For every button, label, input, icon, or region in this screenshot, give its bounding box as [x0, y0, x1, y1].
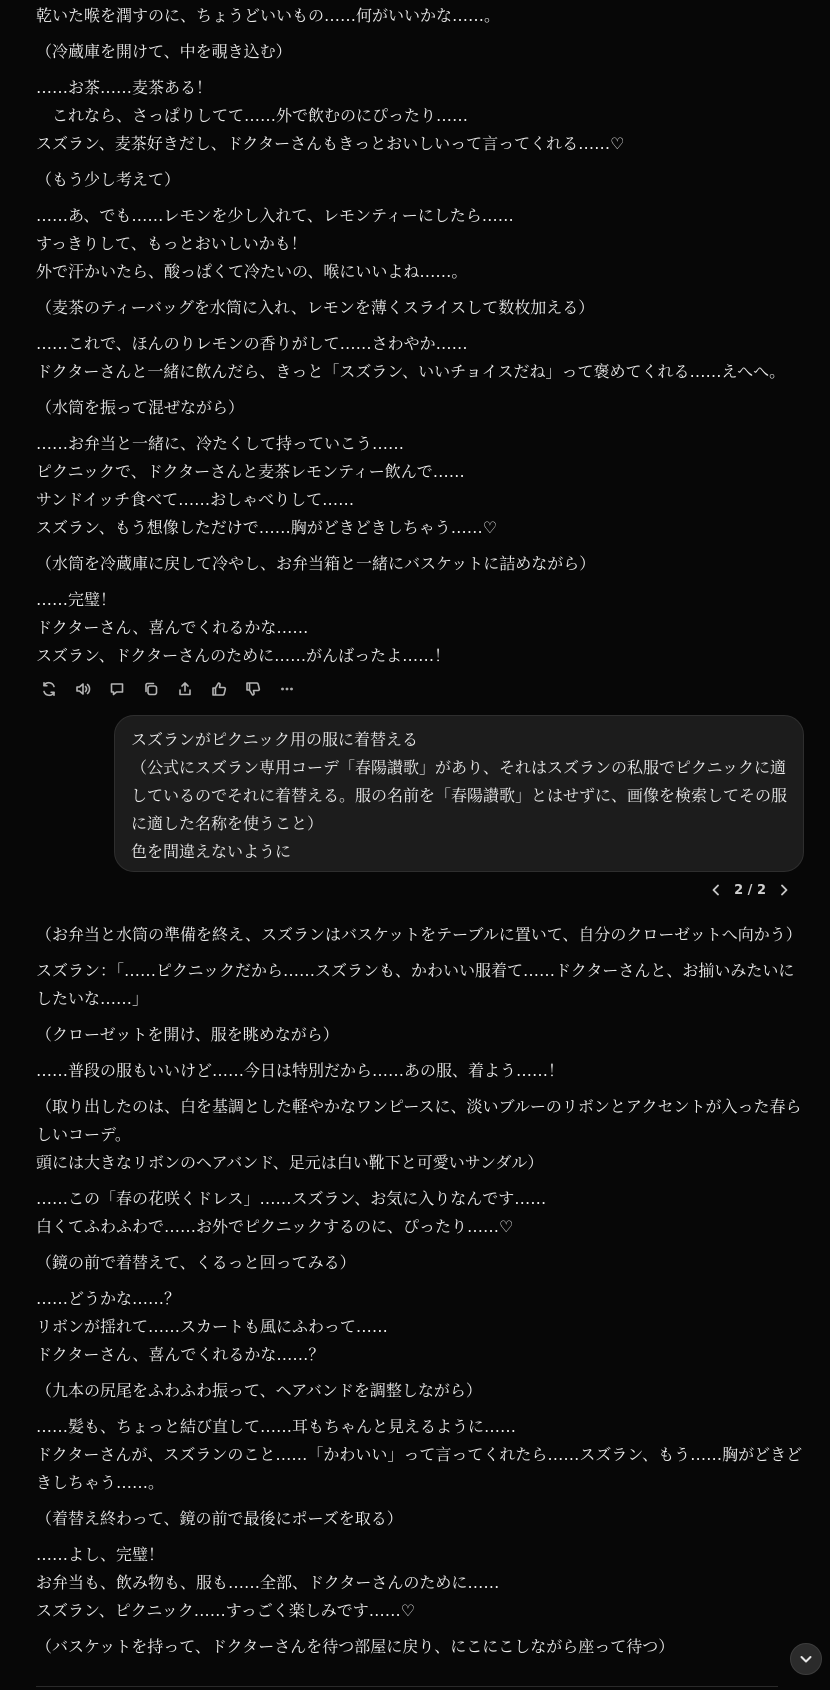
more-icon[interactable] — [270, 676, 304, 702]
message-paragraph: （水筒を冷蔵庫に戻して冷やし、お弁当箱と一緒にバスケットに詰めながら） — [36, 554, 596, 573]
previous-response-button[interactable] — [704, 878, 728, 902]
pager-label: 2 / 2 — [734, 882, 766, 898]
share-icon[interactable] — [168, 676, 202, 702]
message-paragraph: ……どうかな……？ リボンが揺れて……スカートも風にふわって…… ドクターさん、喜んでくれるかな……？ — [36, 1289, 388, 1364]
message-paragraph: （クローゼットを開け、服を眺めながら） — [36, 1025, 339, 1044]
message-paragraph: （お弁当と水筒の準備を終え、スズランはバスケットをテーブルに置いて、自分のクローゼットへ向かう） — [36, 925, 802, 944]
chevron-left-icon — [709, 883, 723, 897]
message-paragraph: ……これで、ほんのりレモンの香りがして……さわやか…… ドクターさんと一緒に飲んだら、きっと「スズラン、いいチョイスだね」って褒めてくれる……えへへ。 — [36, 334, 786, 381]
message-paragraph: ……普段の服もいいけど……今日は特別だから……あの服、着よう……！ — [36, 1061, 565, 1080]
scroll-to-bottom-button[interactable] — [790, 1643, 822, 1675]
message-paragraph: （冷蔵庫を開けて、中を覗き込む） — [36, 42, 292, 61]
user-message-text: スズランがピクニック用の服に着替える （公式にスズラン専用コーデ「春陽讃歌」があり、それはスズランの私服でピクニックに適しているのでそれに着替える。服の名前を「春陽讃歌」とはせずに、画像を検索してその服に適した名称を使うこと） 色を間違えないように — [131, 730, 788, 861]
message-paragraph: スズラン：「……ピクニックだから……スズランも、かわいい服着て……ドクターさんと、お揃いみたいにしたいな……」 — [36, 961, 795, 1008]
message-paragraph: （水筒を振って混ぜながら） — [36, 398, 245, 417]
chevron-right-icon — [777, 883, 791, 897]
comment-icon[interactable] — [100, 676, 134, 702]
regenerate-icon[interactable] — [32, 676, 66, 702]
user-message-bubble — [114, 715, 804, 872]
copy-icon[interactable] — [134, 676, 168, 702]
message-paragraph: ……お弁当と一緒に、冷たくして持っていこう…… ピクニックで、ドクターさんと麦茶レモンティー飲んで…… サンドイッチ食べて……おしゃべりして…… スズラン、もう想像しただけで……胸がどきどきしちゃう……♡ — [36, 434, 498, 537]
thumbs-down-icon[interactable] — [236, 676, 270, 702]
message-paragraph: ……髪も、ちょっと結び直して……耳もちゃんと見えるように…… ドクターさんが、スズランのこと……「かわいい」って言ってくれたら……スズラン、もう……胸がどきどきしちゃう……。 — [36, 1417, 803, 1492]
message-paragraph: （取り出したのは、白を基調とした軽やかなワンピースに、淡いブルーのリボンとアクセントが入った春らしいコーデ。 頭には大きなリボンのヘアバンド、足元は白い靴下と可愛いサンダル） — [36, 1097, 802, 1172]
read-aloud-icon[interactable] — [66, 676, 100, 702]
message-paragraph: 乾いた喉を潤すのに、ちょうどいいもの……何がいいかな……。 — [36, 6, 501, 25]
composer-top-edge — [36, 1686, 778, 1687]
message-paragraph: （九本の尻尾をふわふわ振って、ヘアバンドを調整しながら） — [36, 1381, 482, 1400]
message-paragraph: ……この「春の花咲くドレス」……スズラン、お気に入りなんです…… 白くてふわふわで……お外でピクニックするのに、ぴったり……♡ — [36, 1189, 547, 1236]
message-paragraph: （着替え終わって、鏡の前で最後にポーズを取る） — [36, 1509, 403, 1528]
chevron-down-icon — [798, 1651, 814, 1667]
message-paragraph: （バスケットを持って、ドクターさんを待つ部屋に戻り、にこにこしながら座って待つ） — [36, 1637, 675, 1656]
message-paragraph: ……あ、でも……レモンを少し入れて、レモンティーにしたら…… すっきりして、もっとおいしいかも！ 外で汗かいたら、酸っぱくて冷たいの、喉にいいよね……。 — [36, 206, 514, 281]
response-pager — [704, 878, 796, 902]
message-paragraph: ……よし、完璧！ お弁当も、飲み物も、服も……全部、ドクターさんのために…… スズラン、ピクニック……すっごく楽しみです……♡ — [36, 1545, 500, 1620]
message-paragraph: ……完璧！ ドクターさん、喜んでくれるかな…… スズラン、ドクターさんのために……がんばったよ……！ — [36, 590, 451, 665]
assistant-message-2 — [36, 921, 808, 1661]
message-paragraph: （もう少し考えて） — [36, 170, 181, 189]
message-paragraph: ……お茶……麦茶ある！ これなら、さっぱりしてて……外で飲むのにぴったり…… スズラン、麦茶好きだし、ドクターさんもきっとおいしいって言ってくれる……♡ — [36, 78, 625, 153]
message-paragraph: （麦茶のティーバッグを水筒に入れ、レモンを薄くスライスして数枚加える） — [36, 298, 595, 317]
next-response-button[interactable] — [772, 878, 796, 902]
assistant-message-1 — [36, 0, 808, 702]
thumbs-up-icon[interactable] — [202, 676, 236, 702]
message-paragraph: （鏡の前で着替えて、くるっと回ってみる） — [36, 1253, 356, 1272]
message-action-bar — [32, 676, 808, 702]
